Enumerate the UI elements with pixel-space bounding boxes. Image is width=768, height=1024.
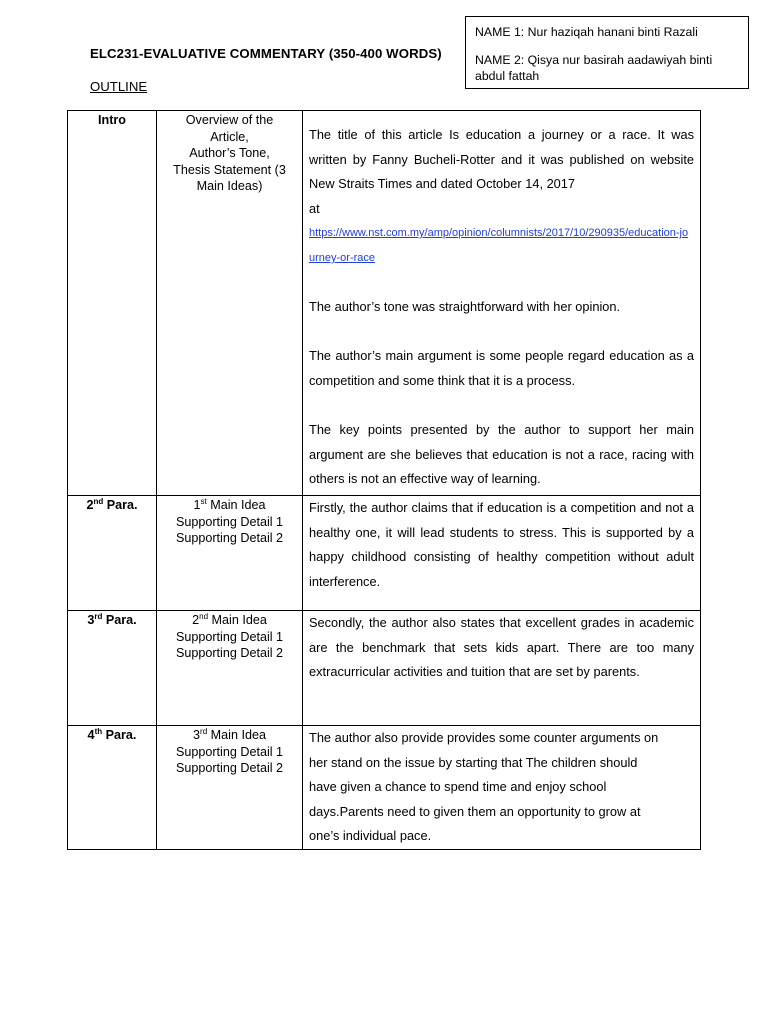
guide-line: Supporting Detail 2 bbox=[175, 531, 284, 545]
section-content bbox=[303, 611, 700, 685]
content-line: one’s individual pace. bbox=[309, 828, 432, 844]
content-cell bbox=[303, 111, 701, 496]
section-label: Intro bbox=[98, 113, 126, 127]
table-row bbox=[68, 496, 701, 611]
section-guide bbox=[157, 496, 302, 547]
section-label: 2nd Para. bbox=[86, 496, 138, 512]
section-content bbox=[303, 726, 700, 849]
names-box bbox=[465, 16, 749, 89]
content-line: days.Parents need to given them an opportunity to grow at bbox=[309, 803, 641, 819]
outline-heading: OUTLINE bbox=[90, 79, 148, 94]
guide-line: Supporting Detail 2 bbox=[175, 761, 284, 775]
content-paragraph: Firstly, the author claims that if education is a competition and not a healthy one, it will lead students to stress. This is supported by a happy childhood consisting of healthy competition without adult interference. bbox=[309, 500, 694, 589]
content-line: The author also provide provides some counter arguments on bbox=[309, 730, 659, 745]
content-paragraph: The title of this article Is education a journey or a race. It was written by Fanny Bucheli-Rotter and it was published on website New Straits Times and dated October 14, 2017 bbox=[309, 127, 694, 192]
spacer bbox=[309, 320, 694, 345]
section-label-cell bbox=[68, 611, 157, 726]
article-link[interactable]: https://www.nst.com.my/amp/opinion/columnists/2017/10/290935/education-journey-or-race bbox=[309, 227, 689, 264]
table-row bbox=[68, 111, 701, 496]
guide-line: 3rd Main Idea bbox=[193, 726, 266, 742]
guide-line: Overview of the bbox=[185, 113, 274, 127]
spacer bbox=[309, 271, 694, 296]
content-cell bbox=[303, 726, 701, 850]
document-title: ELC231-EVALUATIVE COMMENTARY (350-400 WORDS) bbox=[90, 46, 442, 61]
content-line: have given a chance to spend time and enjoy school bbox=[309, 779, 607, 795]
section-guide bbox=[157, 111, 302, 195]
content-paragraph: The author’s tone was straightforward with her opinion. bbox=[309, 299, 621, 315]
guide-line: Supporting Detail 1 bbox=[175, 514, 284, 529]
guide-line: Author’s Tone, bbox=[189, 146, 270, 160]
table-row bbox=[68, 611, 701, 726]
content-cell bbox=[303, 496, 701, 611]
section-label: 4th Para. bbox=[87, 726, 137, 742]
guide-line: 2nd Main Idea bbox=[192, 611, 267, 627]
content-cell bbox=[303, 611, 701, 726]
guide-cell bbox=[157, 111, 303, 496]
section-label-cell bbox=[68, 111, 157, 496]
content-paragraph: Secondly, the author also states that excellent grades in academic are the benchmark that sets kids apart. There are too many extracurricular activities and tuition that are set by parents. bbox=[309, 615, 694, 680]
guide-line: Main Ideas) bbox=[196, 179, 263, 193]
spacer bbox=[309, 394, 694, 419]
name-1: NAME 1: Nur haziqah hanani binti Razali bbox=[475, 25, 698, 39]
name-2: NAME 2: Qisya nur basirah aadawiyah binti abdul fattah bbox=[475, 53, 713, 83]
section-label-cell bbox=[68, 496, 157, 611]
content-paragraph: The author’s main argument is some people regard education as a competition and some think that it is a process. bbox=[309, 348, 694, 388]
guide-line: Article, bbox=[210, 129, 249, 144]
guide-cell bbox=[157, 496, 303, 611]
section-label: 3rd Para. bbox=[87, 611, 137, 627]
guide-line: Thesis Statement (3 bbox=[173, 162, 286, 177]
section-guide bbox=[157, 726, 302, 777]
guide-cell bbox=[157, 726, 303, 850]
section-content bbox=[303, 496, 700, 594]
outline-table bbox=[67, 110, 701, 850]
content-paragraph: The key points presented by the author to support her main argument are she believes that education is not a race, racing with others is not an effective way of learning. bbox=[309, 422, 694, 487]
guide-cell bbox=[157, 611, 303, 726]
content-text: at bbox=[309, 200, 320, 216]
guide-line: Supporting Detail 1 bbox=[175, 744, 284, 759]
guide-line: 1st Main Idea bbox=[193, 496, 266, 512]
guide-line: Supporting Detail 1 bbox=[175, 629, 284, 644]
guide-line: Supporting Detail 2 bbox=[175, 646, 284, 660]
section-label-cell bbox=[68, 726, 157, 850]
content-line: her stand on the issue by starting that The children should bbox=[309, 754, 638, 770]
table-row bbox=[68, 726, 701, 850]
section-content bbox=[303, 111, 700, 492]
section-guide bbox=[157, 611, 302, 662]
